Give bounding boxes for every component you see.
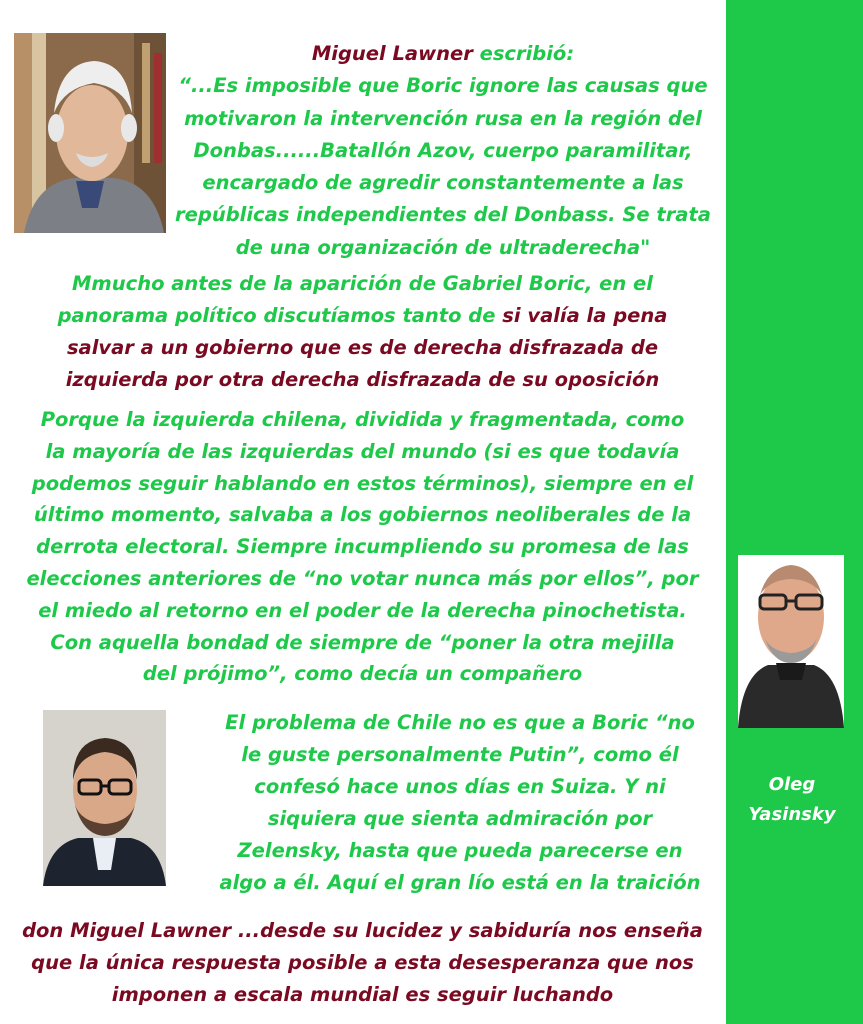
quote-line: motivaron la intervención rusa en la región del: [184, 106, 702, 130]
quote-line: “...Es imposible que Boric ignore las causas que: [178, 74, 708, 98]
paragraph-line: derrota electoral. Siempre incumpliendo su promesa de las: [36, 535, 689, 559]
author-last-name: Yasinsky: [748, 804, 836, 825]
quote-author-name: Miguel Lawner: [311, 42, 473, 65]
paragraph-line: siquiera que sienta admiración por: [267, 807, 653, 830]
paragraph-2: [10, 404, 715, 690]
paragraph-3: [200, 707, 720, 899]
quote-line: encargado de agredir constantemente a las: [202, 171, 684, 195]
quote-block: [168, 38, 718, 264]
paragraph-4: [10, 915, 715, 1011]
paragraph-line: don Miguel Lawner ...desde su lucidez y sabiduría nos enseña: [22, 919, 703, 942]
paragraph-line: último momento, salvaba a los gobiernos neoliberales de la: [33, 503, 692, 527]
paragraph-1: [10, 268, 715, 396]
paragraph-line: el miedo al retorno en el poder de la derecha pinochetista.: [38, 598, 687, 622]
sidebar: [726, 0, 863, 1024]
paragraph-line: la mayoría de las izquierdas del mundo (si es que todavía: [45, 439, 680, 463]
quote-line: de una organización de ultraderecha": [235, 235, 651, 259]
quote-line: repúblicas independientes del Donbass. Se trata: [175, 203, 711, 227]
author-first-name: Oleg: [768, 774, 816, 795]
paragraph-line-green: panorama político discutíamos tanto de: [57, 304, 503, 327]
paragraph-line: le guste personalmente Putin”, como él: [241, 743, 679, 766]
paragraph-line: Porque la izquierda chilena, dividida y fragmentada, como: [40, 408, 685, 431]
photo-miguel-lawner: [14, 33, 166, 233]
sidebar-author: [740, 770, 844, 830]
paragraph-line: Zelensky, hasta que pueda parecerse en: [237, 839, 683, 862]
paragraph-line: del prójimo”, como decía un compañero: [142, 662, 583, 686]
paragraph-line: imponen a escala mundial es seguir luchando: [111, 983, 614, 1006]
paragraph-line: podemos seguir hablando en estos términos), siempre en el: [31, 471, 694, 495]
paragraph-line: Mmucho antes de la aparición de Gabriel Boric, en el: [72, 272, 653, 295]
paragraph-line: algo a él. Aquí el gran lío está en la traición: [219, 871, 701, 894]
paragraph-line: [10, 300, 715, 332]
paragraph-line: que la única respuesta posible a esta desesperanza que nos: [31, 951, 694, 974]
quote-line: Donbas......Batallón Azov, cuerpo paramilitar,: [193, 138, 693, 162]
photo-oleg-yasinsky: [738, 555, 844, 728]
photo-gabriel-boric: [43, 710, 166, 886]
paragraph-line: confesó hace unos días en Suiza. Y ni: [254, 775, 666, 798]
paragraph-line: izquierda por otra derecha disfrazada de su oposición: [65, 368, 660, 391]
paragraph-line: elecciones anteriores de “no votar nunca más por ellos”, por: [26, 566, 699, 590]
paragraph-line: salvar a un gobierno que es de derecha disfrazada de: [66, 336, 659, 359]
paragraph-line: Con aquella bondad de siempre de “poner la otra mejilla: [50, 630, 675, 654]
paragraph-line-red: si valía la pena: [502, 304, 668, 327]
paragraph-line: El problema de Chile no es que a Boric “no: [225, 711, 695, 734]
quote-wrote: escribió:: [472, 42, 575, 65]
quote-heading: [168, 38, 718, 70]
